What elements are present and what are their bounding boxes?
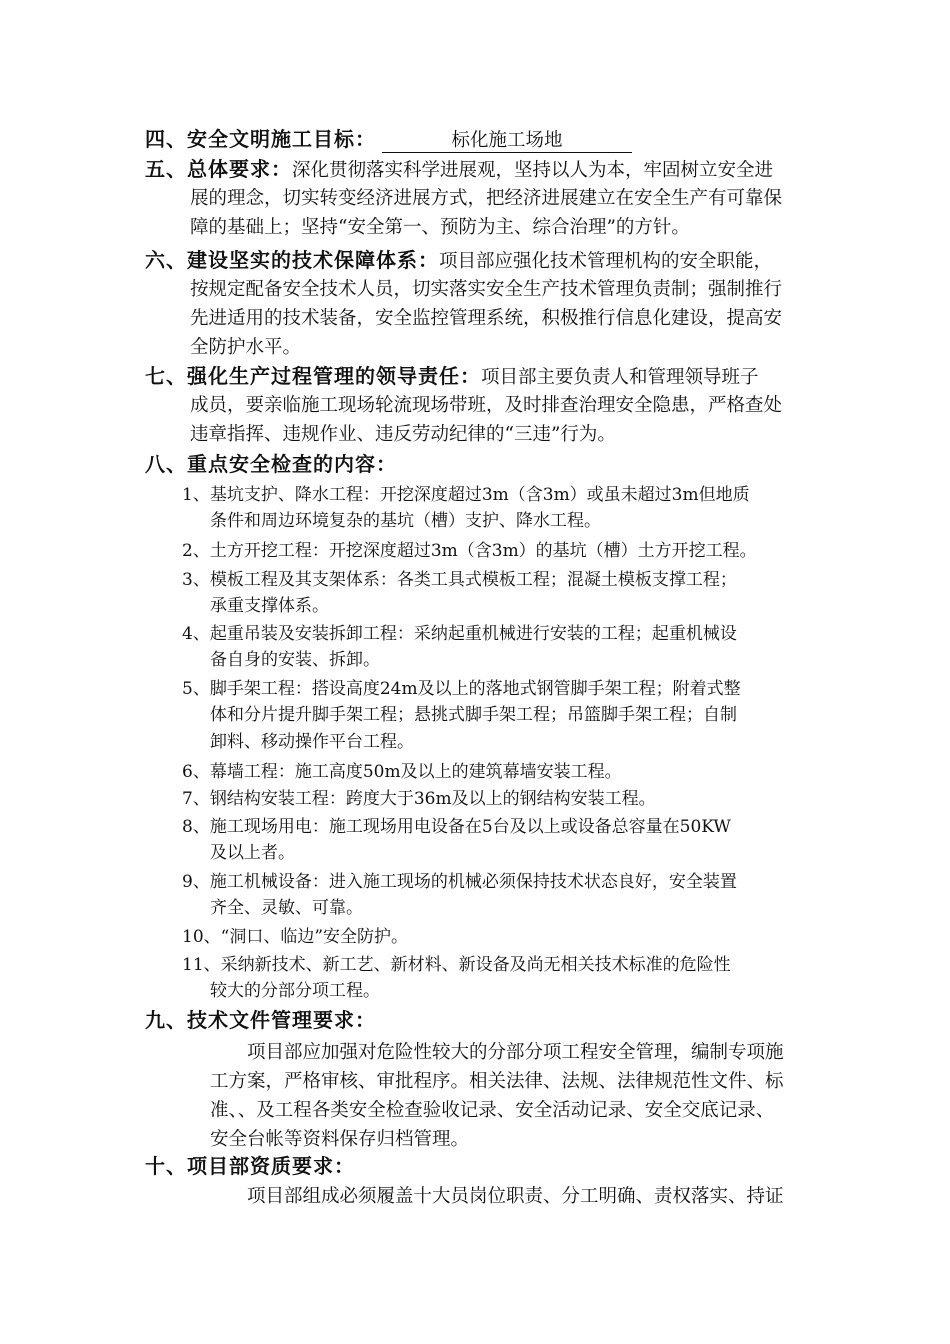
section-9-text-4: 安全台帐等资料保存归档管理。	[210, 1129, 470, 1150]
section-7-heading: 七、强化生产过程管理的领导责任：	[145, 364, 481, 388]
section-6-text-4: 全防护水平。	[190, 337, 302, 358]
section-6-text-3: 先进适用的技术装备，安全监控管理系统，积极推行信息化建设，提高安	[190, 308, 783, 329]
section-8-line-1	[145, 450, 397, 480]
check-item-7-line-1: 7、钢结构安装工程：跨度大于36m及以上的钢结构安装工程。	[182, 789, 656, 809]
check-item-1-line-2: 条件和周边环境复杂的基坑（槽）支护、降水工程。	[210, 511, 601, 531]
check-item-3-line-1: 3、模板工程及其支架体系：各类工具式模板工程；混凝土模板支撑工程；	[182, 570, 737, 590]
section-9-text-3: 准、、及工程各类安全检查验收记录、安全活动记录、安全交底记录、	[210, 1100, 775, 1121]
check-item-5-line-3: 卸料、移动操作平台工程。	[210, 732, 414, 752]
check-item-8-line-1: 8、施工现场用电：施工现场用电设备在5台及以上或设备总容量在50KW	[182, 817, 731, 837]
section-5-text-1: 深化贯彻落实科学进展观，坚持以人为本，牢固树立安全进	[292, 160, 774, 181]
safety-goal-value: 标化施工场地	[382, 130, 632, 153]
check-item-8-line-2: 及以上者。	[210, 843, 295, 863]
section-5-line-1	[145, 155, 773, 185]
section-10-heading: 十、项目部资质要求：	[145, 1154, 355, 1178]
check-item-4-line-2: 备自身的安装、拆卸。	[210, 650, 380, 670]
check-item-6-line-1: 6、幕墙工程：施工高度50m及以上的建筑幕墙安装工程。	[182, 762, 622, 782]
section-8-heading: 八、重点安全检查的内容：	[145, 452, 397, 476]
section-6-text-1: 项目部应强化技术管理机构的安全职能，	[439, 251, 773, 272]
check-item-9-line-1: 9、施工机械设备：进入施工现场的机械必须保持技术状态良好，安全装置	[182, 872, 737, 892]
section-7-text-3: 违章指挥、违规作业、违反劳动纪律的“三违”行为。	[190, 424, 616, 445]
check-item-1-line-1: 1、基坑支护、降水工程：开挖深度超过3m（含3m）或虽未超过3m但地质	[182, 485, 750, 505]
section-6-text-2: 按规定配备安全技术人员，切实落实安全生产技术管理负责制；强制推行	[190, 279, 783, 300]
section-10-text-1: 项目部组成必须履盖十大员岗位职责、分工明确、责权落实、持证	[247, 1186, 784, 1207]
check-item-4-line-1: 4、起重吊装及安装拆卸工程：采纳起重机械进行安装的工程；起重机械设	[182, 624, 737, 644]
section-9-heading: 九、技术文件管理要求：	[145, 1008, 376, 1032]
section-5-text-2: 展的理念，切实转变经济进展方式，把经济进展建立在安全生产有可靠保	[190, 188, 783, 209]
check-item-11-line-1: 11、采纳新技术、新工艺、新材料、新设备及尚无相关技术标准的危险性	[182, 955, 731, 975]
check-item-5-line-1: 5、脚手架工程：搭设高度24m及以上的落地式钢管脚手架工程；附着式整	[182, 679, 741, 699]
section-7-text-2: 成员，要亲临施工现场轮流现场带班，及时排查治理安全隐患，严格查处	[190, 395, 783, 416]
check-item-11-line-2: 较大的分部分项工程。	[210, 981, 380, 1001]
check-item-3-line-2: 承重支撑体系。	[210, 596, 329, 616]
check-item-5-line-2: 体和分片提升脚手架工程；悬挑式脚手架工程；吊篮脚手架工程；自制	[210, 705, 737, 725]
section-7-text-1: 项目部主要负责人和管理领导班子	[481, 367, 759, 388]
section-4-heading: 四、安全文明施工目标：	[145, 127, 376, 151]
section-6-line-1	[145, 246, 772, 276]
section-5-text-3: 障的基础上；坚持“安全第一、预防为主、综合治理”的方针。	[190, 217, 690, 238]
section-9-line-1	[145, 1006, 376, 1036]
check-item-10-line-1: 10、“洞口、临边”安全防护。	[182, 927, 409, 947]
section-4	[145, 125, 632, 155]
section-6-heading: 六、建设坚实的技术保障体系：	[145, 248, 439, 272]
section-9-text-2: 工方案，严格审核、审批程序。相关法律、法规、法律规范性文件、标	[210, 1071, 784, 1092]
section-7-line-1	[145, 362, 759, 392]
section-5-heading: 五、总体要求：	[145, 157, 292, 181]
section-10-line-1	[145, 1152, 355, 1182]
section-9-text-1: 项目部应加强对危险性较大的分部分项工程安全管理，编制专项施	[247, 1042, 784, 1063]
check-item-2-line-1: 2、土方开挖工程：开挖深度超过3m（含3m）的基坑（槽）土方开挖工程。	[182, 541, 757, 561]
check-item-9-line-2: 齐全、灵敏、可靠。	[210, 898, 363, 918]
